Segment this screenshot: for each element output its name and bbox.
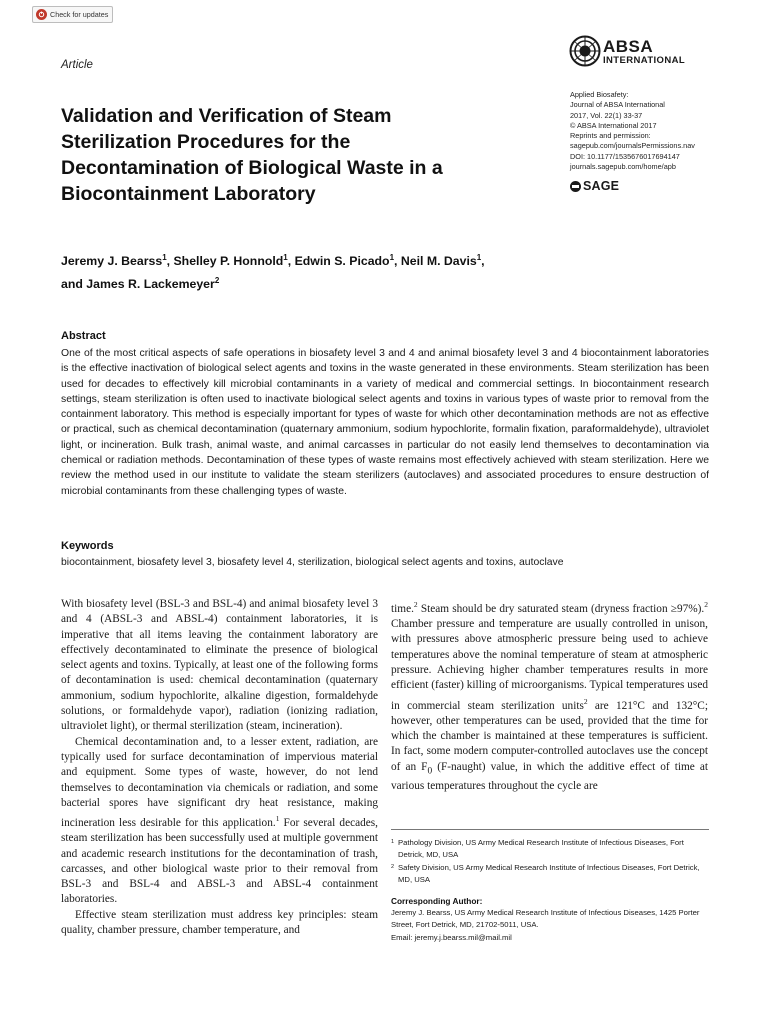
- body-paragraph: [391, 597, 708, 794]
- check-for-updates-button[interactable]: [32, 6, 113, 23]
- journal-info-line: © ABSA International 2017: [570, 120, 657, 130]
- body-text-run: Chemical decontamination and, to a lesser extent, radiation, are typically used for surface decontamination of impervious material and equipment. Some types of waste, however, do not lend themselves to decontamination via chemicals or radiation, and some bacterial spores have significant dry heat resistance, making incineration less desirable for this application.: [61, 735, 378, 829]
- sage-logo: [570, 179, 619, 193]
- logo-word-absa: ABSA: [603, 37, 654, 56]
- author-affiliation-mark: 1: [389, 253, 395, 262]
- affiliation-footnotes: [391, 837, 709, 887]
- body-text-run: (F-naught) value, in which the additive effect of time at various temperatures throughout the cycle are: [391, 760, 708, 793]
- abstract-heading: Abstract: [61, 330, 106, 342]
- citation-ref[interactable]: 2: [413, 600, 418, 609]
- absa-globe-icon: [569, 35, 601, 67]
- permissions-link[interactable]: sagepub.com/journalsPermissions.nav: [570, 141, 695, 151]
- author-name: Neil M. Davis: [400, 254, 477, 269]
- body-column-left: [61, 597, 378, 938]
- body-text-run: Chamber pressure and temperature are usually controlled in unison, with pressures above atmospheric pressure being used to achieve temperatures above the nominal temperature of steam at atmospheric pressure. Achieving higher chamber temperatures results in more efficient (faster) killing of microorganisms. Typical temperatures used in commercial steam sterilization units: [391, 618, 708, 712]
- footnote-mark: 2: [391, 864, 395, 871]
- footnote: [391, 862, 709, 886]
- journal-info-line: Journal of ABSA International: [570, 100, 665, 110]
- article-title: Validation and Verification of Steam Sterilization Procedures for the Decontamination of Biological Waste in a Biocontainment Laboratory: [61, 105, 443, 205]
- body-paragraph: [61, 735, 378, 908]
- author-affiliation-mark: 1: [162, 253, 167, 262]
- citation-ref[interactable]: 2: [704, 600, 708, 609]
- citation-ref[interactable]: 1: [275, 814, 280, 824]
- journal-home-link[interactable]: journals.sagepub.com/home/apb: [570, 162, 676, 172]
- journal-info-line: Applied Biosafety:: [570, 90, 629, 99]
- corresponding-author-details: [391, 907, 709, 944]
- author-affiliation-mark: 1: [283, 253, 288, 262]
- journal-info-line: 2017, Vol. 22(1) 33-37: [570, 110, 643, 120]
- body-text-run: For several decades, steam sterilization has been successfully used at multiple government and academic research institutions for the decontamination of trash, carcasses, and other biological waste prior to their removal from BSL-3 and BSL-4 and ABSL-3 and ABSL-4 containment laboratories.: [61, 816, 378, 906]
- body-text-run: are 121°C and 132°C; however, other temperatures can be used, provided that the time for which the chamber is maintained at these temperatures is sufficient. In fact, some modern computer-controlled autoclaves use the concept of an F: [391, 699, 708, 773]
- keywords-heading: Keywords: [61, 540, 114, 552]
- body-paragraph: Effective steam sterilization must address key principles: steam quality, chamber pressure, chamber temperature, and: [61, 908, 378, 936]
- logo-word-international: INTERNATIONAL: [603, 55, 686, 66]
- citation-ref[interactable]: 2: [583, 696, 588, 706]
- subscript: 0: [427, 765, 433, 776]
- journal-info: [570, 90, 755, 172]
- article-type-label: Article: [61, 59, 93, 71]
- author-name: Shelley P. Honnold: [173, 254, 284, 269]
- keywords-text: biocontainment, biosafety level 3, biosafety level 4, sterilization, biological select agents and toxins, autoclave: [61, 557, 564, 568]
- corresponding-author-heading: Corresponding Author:: [391, 896, 483, 906]
- author-line-1: Jeremy J. Bearss$^1$, Shelley P. Honnold$^1$, Edwin S. Picado$^1$, Neil M. Davis$^1$,: [61, 253, 485, 269]
- body-paragraph: With biosafety level (BSL-3 and BSL-4) and animal biosafety level 3 and 4 (ABSL-3 and ABSL-4) containment laboratories, it is imperative that all items leaving the containment laboratory are effectively decontaminated to eliminate the presence of biological select agents and toxins. Typically, at least one of the following forms of decontamination is used: chemical decontamination (quaternary ammonium, sodium hypochlorite, alkaline digestion, formaldehyde solutions, or formaldehyde vapor), radiation (ionizing radiation, ultraviolet light), or thermal sterilization (steam, incineration).: [61, 598, 378, 733]
- author-line-2: [61, 271, 621, 294]
- footnote-text: Pathology Division, US Army Medical Research Institute of Infectious Diseases, Fort Detrick, MD, USA: [398, 838, 684, 860]
- body-column-right: [391, 597, 708, 794]
- author-affiliation-mark: 1: [476, 253, 482, 262]
- absa-international-logo: [569, 35, 709, 75]
- corresponding-author-address: Jeremy J. Bearss, US Army Medical Research Institute of Infectious Diseases, 1425 Porter Street, Fort Detrick, MD, 21702-5011, USA.: [391, 908, 700, 930]
- check-updates-icon: [36, 9, 47, 20]
- corresponding-author-email[interactable]: Email: jeremy.j.bearss.mil@mail.mil: [391, 932, 512, 942]
- author-name: Jeremy J. Bearss: [61, 254, 163, 269]
- footnote-text: Safety Division, US Army Medical Research Institute of Infectious Diseases, Fort Detrick, MD, USA: [398, 863, 700, 885]
- doi-link[interactable]: DOI: 10.1177/1535676017694147: [570, 151, 680, 161]
- body-text-run: Steam should be dry saturated steam (dryness fraction ≥97%).: [417, 602, 705, 615]
- footnote: [391, 837, 709, 861]
- journal-info-line: Reprints and permission:: [570, 131, 651, 141]
- abstract-text: One of the most critical aspects of safe operations in biosafety level 3 and 4 and animal biosafety level 3 and 4 biocontainment laboratories is the effective inactivation of biological select agents and toxins in the waste generated in these environments. Steam sterilization has been used for decades to effectively kill microbial contaminants in a variety of medical and commercial settings. In biocontainment research settings, steam sterilization is often used to inactivate biological select agents and toxins in various types of waste prior to removal from the containment laboratory. This method is especially important for types of waste for which other decontamination methods are not as effective or practical, such as chemical decontamination (quaternary ammonium, sodium hypochlorite, formalin fixation, paraformaldehyde), ultraviolet light, or incineration. Bulk trash, animal waste, and animal carcasses in particular do not easily lend themselves to decontamination via chemical or radiation methods. Decontamination of these types of waste remains most effectively achieved with steam sterilization. Here we review the method used in our institute to validate the steam sterilizers (autoclaves) and associated procedures to ensure destruction of microbial contaminants from these challenging types of waste.: [61, 348, 709, 497]
- footnote-mark: 1: [391, 839, 395, 845]
- author-name: Edwin S. Picado: [294, 254, 390, 269]
- author-name: James R. Lackemeyer: [86, 277, 215, 292]
- author-conjunction: and: [61, 277, 87, 292]
- author-affiliation-mark: 2: [214, 276, 220, 286]
- sage-mark-icon: [570, 181, 581, 192]
- sage-logo-text: SAGE: [583, 179, 620, 193]
- author-list: [61, 248, 621, 294]
- check-updates-label: Check for updates: [50, 10, 109, 19]
- body-text-run: time.: [391, 602, 414, 615]
- footnote-divider: [391, 829, 709, 830]
